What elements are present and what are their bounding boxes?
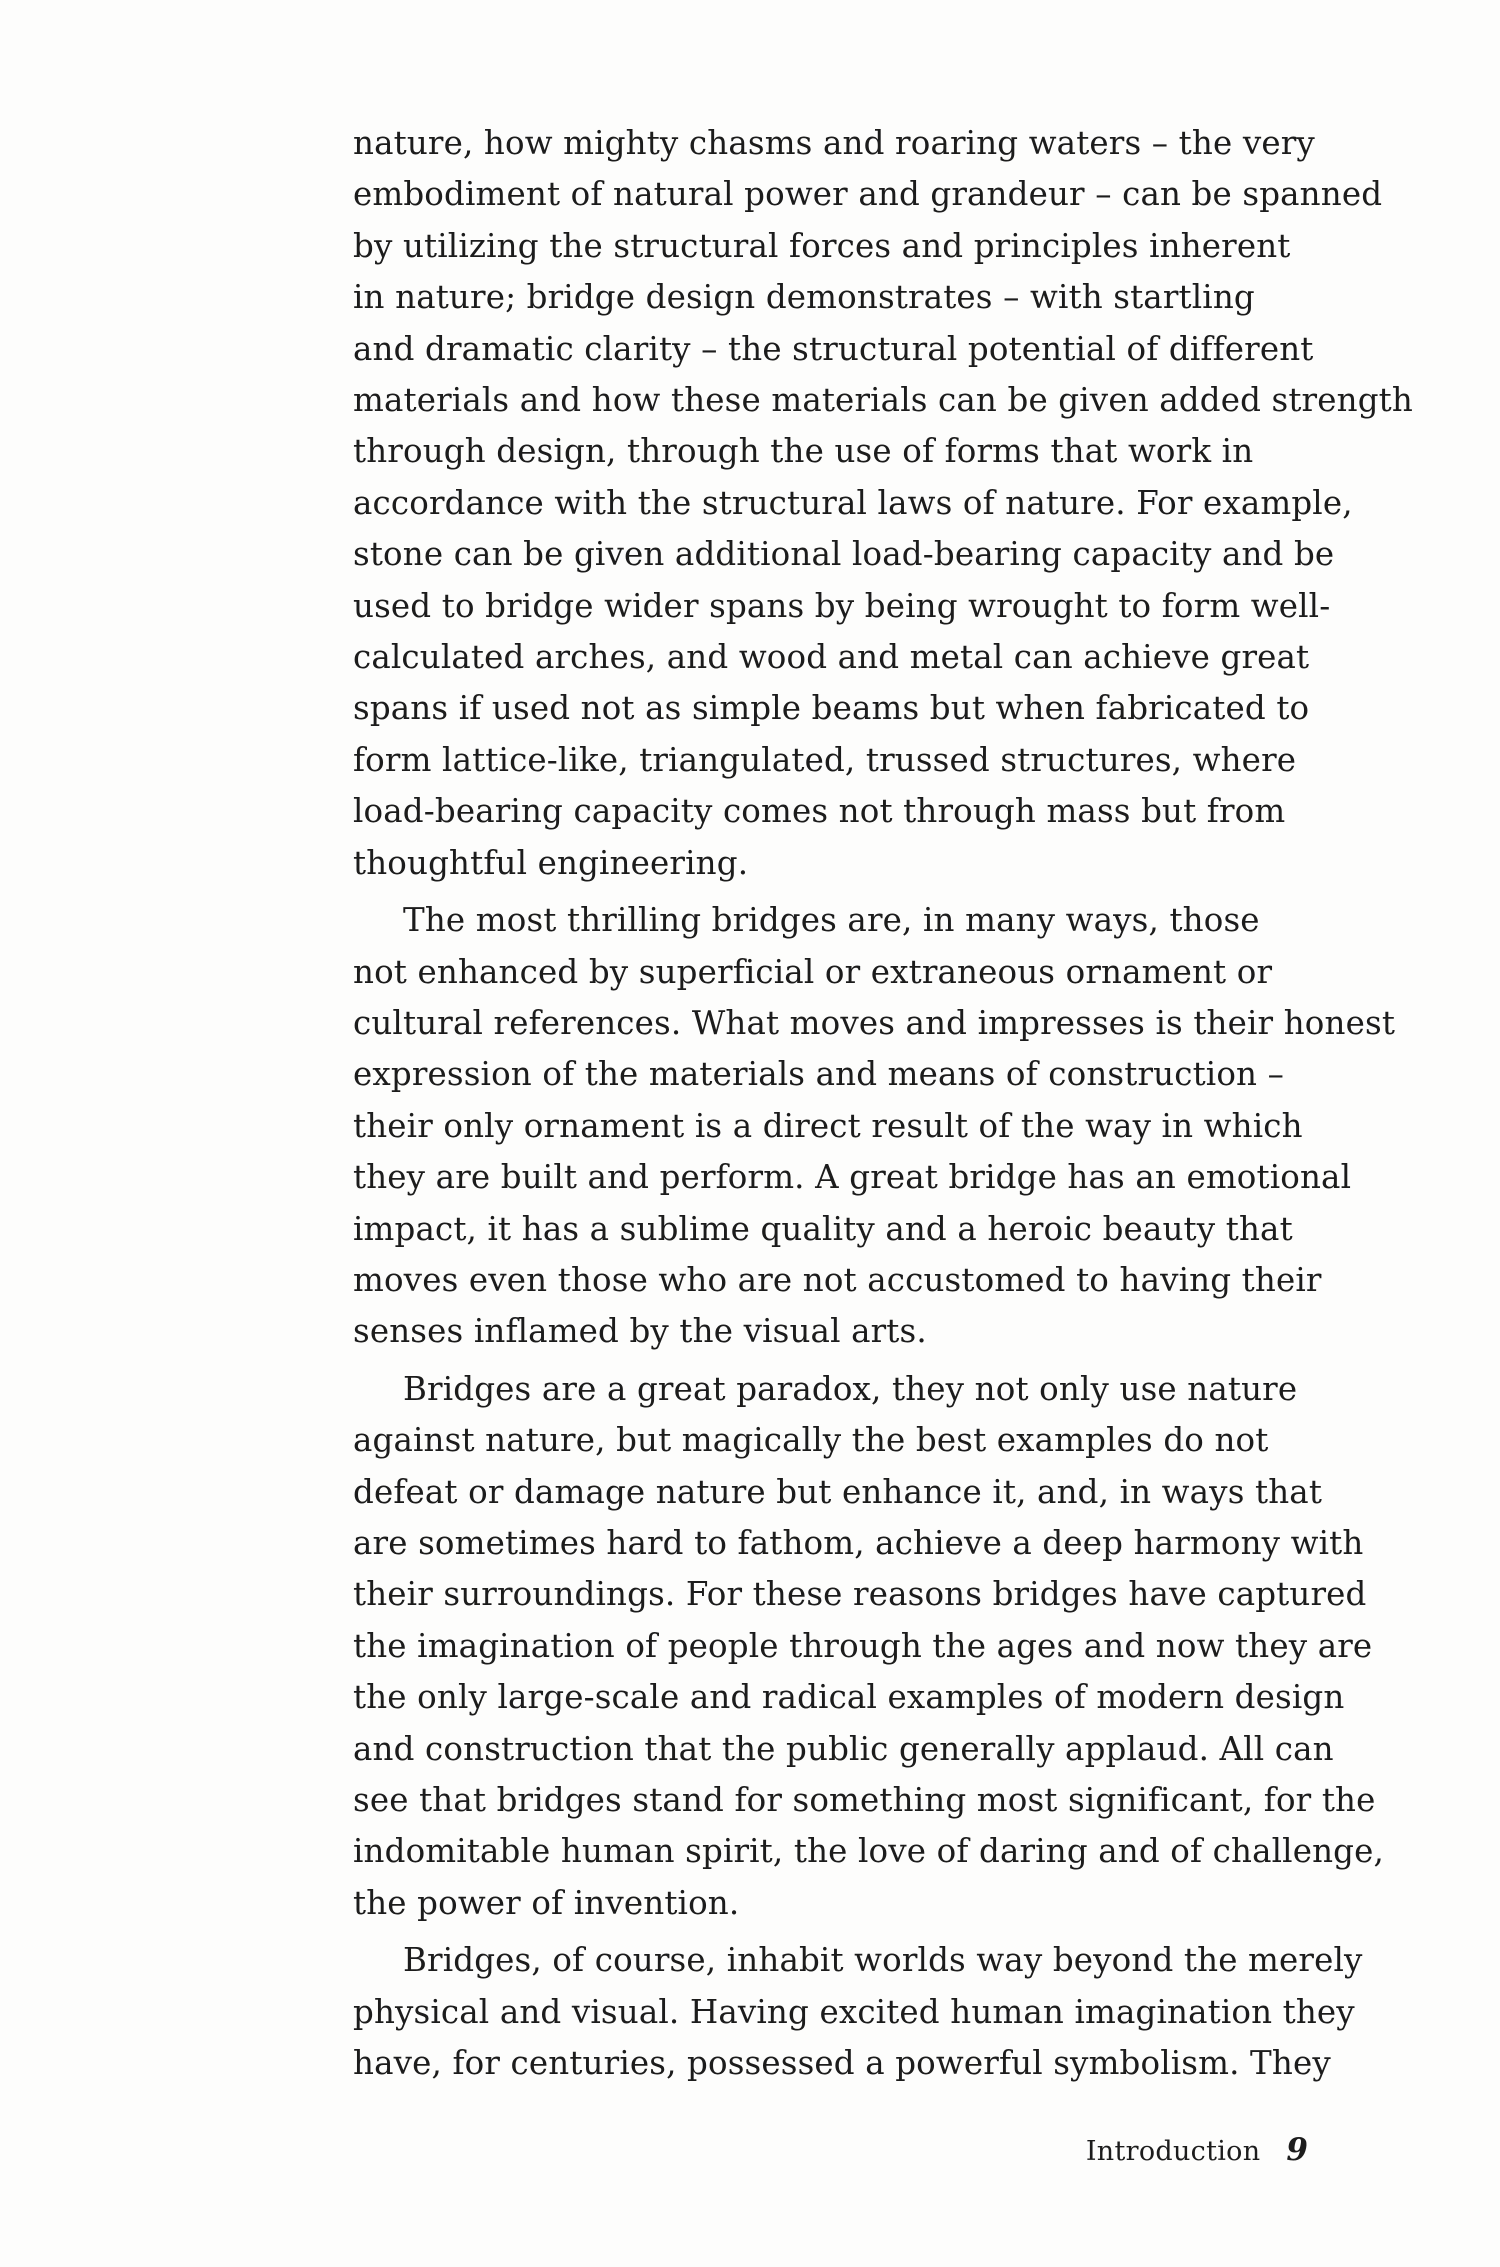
text-line: defeat or damage nature but enhance it, and, in ways that <box>353 1472 1323 1511</box>
text-line: expression of the materials and means of construction – <box>353 1055 1285 1094</box>
text-line: have, for centuries, possessed a powerful symbolism. They <box>353 2044 1331 2083</box>
text-line: cultural references. What moves and impresses is their honest <box>353 1003 1396 1042</box>
paragraph-1 <box>353 118 1413 889</box>
text-line: impact, it has a sublime quality and a heroic beauty that <box>353 1209 1293 1248</box>
text-line: by utilizing the structural forces and principles inherent <box>353 226 1291 265</box>
text-line: nature, how mighty chasms and roaring waters – the very <box>353 124 1315 162</box>
paragraph-3 <box>353 1364 1385 1929</box>
text-line: the only large-scale and radical examples of modern design <box>353 1678 1345 1717</box>
text-line: used to bridge wider spans by being wrought to form well- <box>353 586 1331 625</box>
text-line: physical and visual. Having excited human imagination they <box>353 1992 1355 2031</box>
text-line: the power of invention. <box>353 1883 740 1922</box>
section-title: Introduction <box>1085 2136 1261 2167</box>
text-line: the imagination of people through the ages and now they are <box>353 1626 1373 1665</box>
page-number: 9 <box>1286 2132 1308 2168</box>
text-line: spans if used not as simple beams but when fabricated to <box>353 689 1310 728</box>
text-line-indented: Bridges, of course, inhabit worlds way beyond the merely <box>403 1941 1363 1980</box>
text-line: see that bridges stand for something most significant, for the <box>353 1781 1376 1819</box>
text-line: moves even those who are not accustomed to having their <box>353 1260 1322 1299</box>
text-line: are sometimes hard to fathom, achieve a deep harmony with <box>353 1523 1364 1562</box>
body-text <box>353 118 1413 2089</box>
text-line: calculated arches, and wood and metal can achieve great <box>353 638 1310 677</box>
text-line: and dramatic clarity – the structural potential of different <box>353 329 1314 368</box>
text-line: their only ornament is a direct result of the way in which <box>353 1106 1303 1145</box>
text-line: indomitable human spirit, the love of daring and of challenge, <box>353 1832 1385 1871</box>
text-line-indented: Bridges are a great paradox, they not only use nature <box>403 1369 1298 1408</box>
running-footer <box>1086 2132 1308 2168</box>
text-line: not enhanced by superficial or extraneous ornament or <box>353 952 1273 991</box>
paragraph-4 <box>353 1935 1363 2089</box>
text-line: in nature; bridge design demonstrates – with startling <box>353 278 1255 317</box>
text-line-indented: The most thrilling bridges are, in many ways, those <box>403 901 1260 940</box>
text-line: they are built and perform. A great bridge has an emotional <box>353 1158 1352 1197</box>
text-line: form lattice-like, triangulated, trussed structures, where <box>353 740 1297 779</box>
text-line: materials and how these materials can be given added strength <box>353 381 1413 420</box>
text-line: senses inflamed by the visual arts. <box>353 1312 927 1351</box>
text-line: and construction that the public generally applaud. All can <box>353 1729 1334 1768</box>
text-line: load-bearing capacity comes not through mass but from <box>353 792 1286 831</box>
text-line: against nature, but magically the best examples do not <box>353 1421 1269 1460</box>
text-line: thoughtful engineering. <box>353 843 749 882</box>
text-line: accordance with the structural laws of nature. For example, <box>353 483 1353 522</box>
text-line: embodiment of natural power and grandeur – can be spanned <box>353 175 1383 214</box>
text-line: through design, through the use of forms that work in <box>353 432 1254 471</box>
text-line: their surroundings. For these reasons bridges have captured <box>353 1575 1367 1614</box>
paragraph-2 <box>353 895 1396 1358</box>
text-line: stone can be given additional load-bearing capacity and be <box>353 535 1335 574</box>
